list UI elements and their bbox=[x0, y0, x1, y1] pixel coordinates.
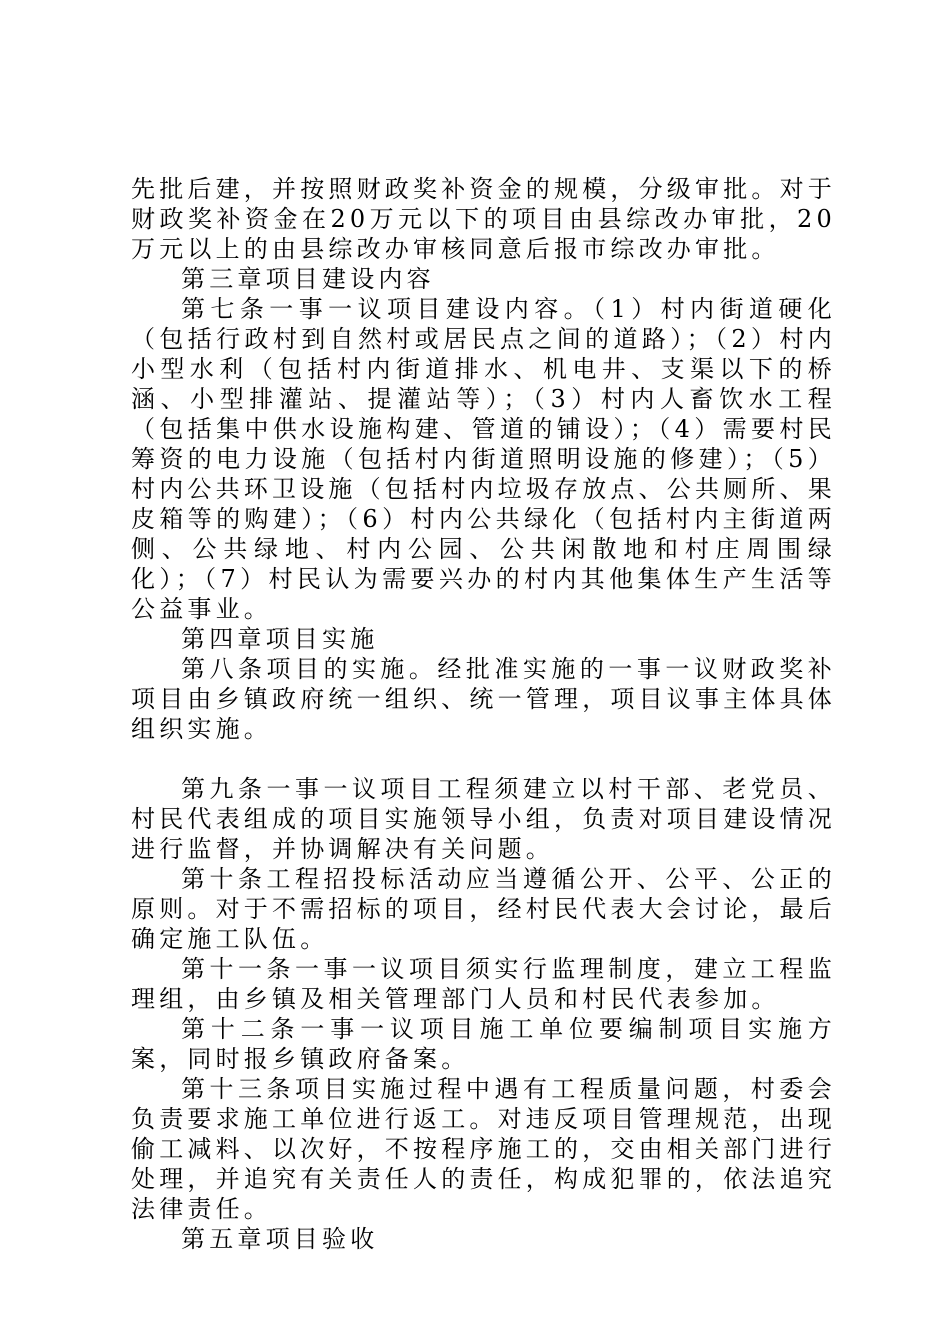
paragraph-approval: 先批后建，并按照财政奖补资金的规模，分级审批。对于财政奖补资金在20万元以下的项目由县综改办审批，20万元以上的由县综改办审核同意后报市综改办审批。 bbox=[131, 175, 836, 263]
chapter-heading-5: 第五章项目验收 bbox=[181, 1225, 379, 1253]
article-12: 第十二条一事一议项目施工单位要编制项目实施方案，同时报乡镇政府备案。 bbox=[131, 1015, 836, 1073]
document-page bbox=[131, 174, 836, 1254]
article-10: 第十条工程招投标活动应当遵循公开、公平、公正的原则。对于不需招标的项目，经村民代表大会讨论，最后确定施工队伍。 bbox=[131, 865, 836, 953]
article-8: 第八条项目的实施。经批准实施的一事一议财政奖补项目由乡镇政府统一组织、统一管理，项目议事主体具体组织实施。 bbox=[131, 655, 836, 743]
article-11: 第十一条一事一议项目须实行监理制度，建立工程监理组，由乡镇及相关管理部门人员和村民代表参加。 bbox=[131, 955, 836, 1013]
chapter-heading-3: 第三章项目建设内容 bbox=[181, 265, 435, 293]
article-9: 第九条一事一议项目工程须建立以村干部、老党员、村民代表组成的项目实施领导小组，负责对项目建设情况进行监督，并协调解决有关问题。 bbox=[131, 775, 836, 863]
chapter-heading-4: 第四章项目实施 bbox=[181, 625, 379, 653]
article-13: 第十三条项目实施过程中遇有工程质量问题，村委会负责要求施工单位进行返工。对违反项目管理规范，出现偷工减料、以次好，不按程序施工的，交由相关部门进行处理，并追究有关责任人的责任，构成犯罪的，依法追究法律责任。 bbox=[131, 1075, 836, 1223]
article-7: 第七条一事一议项目建设内容。（1）村内街道硬化（包括行政村到自然村或居民点之间的道路）；（2）村内小型水利（包括村内街道排水、机电井、支渠以下的桥涵、小型排灌站、提灌站等）；（3）村内人畜饮水工程（包括集中供水设施构建、管道的铺设）；（4）需要村民筹资的电力设施（包括村内街道照明设施的修建）；（5）村内公共环卫设施（包括村内垃圾存放点、公共厕所、果皮箱等的购建）；（6）村内公共绿化（包括村内主街道两侧、公共绿地、村内公园、公共闲散地和村庄周围绿化）；（7）村民认为需要兴办的村内其他集体生产生活等公益事业。 bbox=[131, 295, 836, 623]
